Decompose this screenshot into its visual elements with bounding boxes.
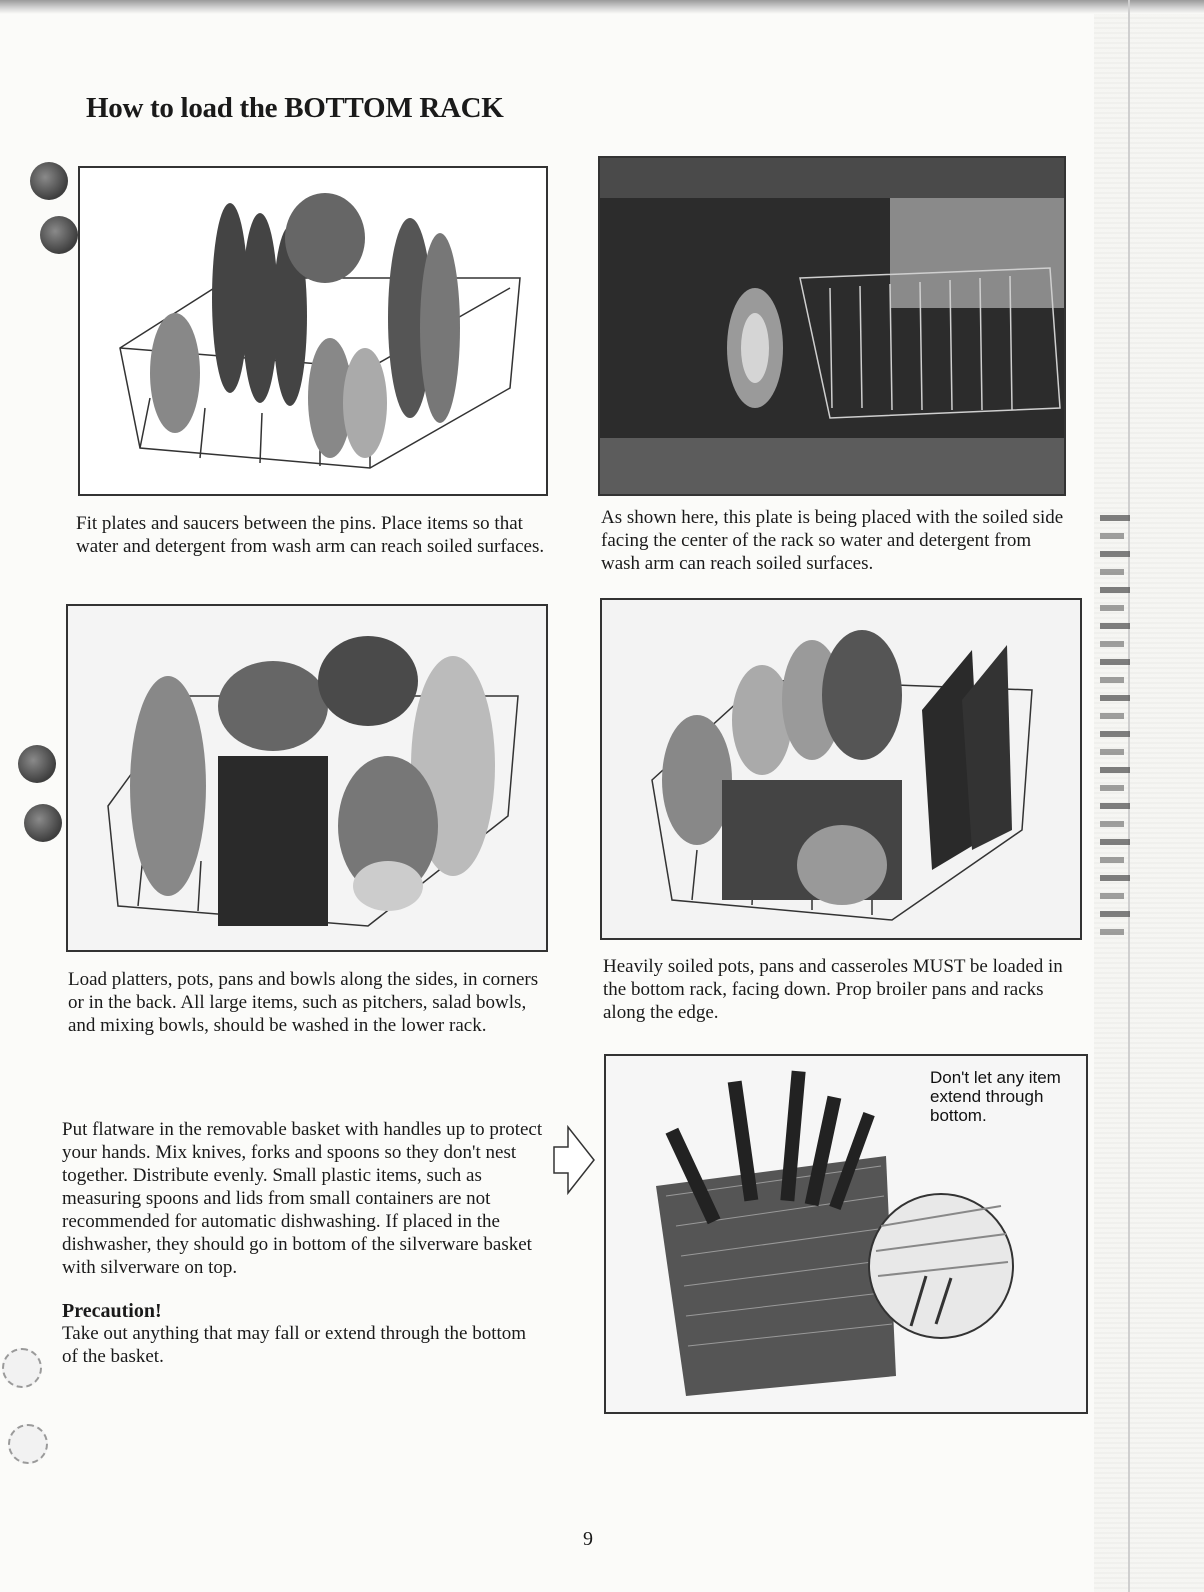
- figure-caption: Fit plates and saucers between the pins. Place items so that water and detergent from wash arm can reach soiled surfaces.: [76, 513, 545, 557]
- photo-platters-pots-bowls: [66, 604, 548, 952]
- figure-caption: Load platters, pots, pans and bowls along the sides, in corners or in the back. All large items, such as pitchers, salad bowls, and mixing bowls, should be washed in the lower rack.: [68, 969, 539, 1036]
- photo-plates-in-rack: [78, 166, 548, 496]
- binder-hole-outline: [8, 1424, 48, 1464]
- precaution-heading: Precaution!: [62, 1300, 162, 1322]
- page-number: 9: [583, 1528, 593, 1550]
- binder-hole: [24, 804, 62, 842]
- photo-plate-placement: [598, 156, 1066, 496]
- flatware-instructions: Put flatware in the removable basket with handles up to protect your hands. Mix knives, forks and spoons so they don't nest together. Distribute evenly. Small plastic items, such as measuring spoons and lids from small containers are not recommended for automatic dishwashing. If placed in the dishwasher, they should go in bottom of the silverware basket with silverware on top.: [62, 1119, 543, 1278]
- page-title: How to load the BOTTOM RACK: [86, 92, 504, 124]
- precaution-text: Take out anything that may fall or extend through the bottom of the basket.: [62, 1323, 527, 1367]
- scan-shadow-top: [0, 0, 1204, 14]
- bleed-through-marks: [1100, 515, 1140, 947]
- photo-soiled-pots: [600, 598, 1082, 940]
- binder-hole: [30, 162, 68, 200]
- binder-hole: [40, 216, 78, 254]
- figure-caption: As shown here, this plate is being placed with the soiled side facing the center of the rack so water and detergent from wash arm can reach soiled surfaces.: [601, 507, 1064, 574]
- pointer-arrow-icon: [552, 1125, 596, 1195]
- binder-hole-outline: [2, 1348, 42, 1388]
- binder-hole: [18, 745, 56, 783]
- figure-caption: Heavily soiled pots, pans and casseroles MUST be loaded in the bottom rack, facing down. Prop broiler pans and racks along the edge.: [603, 956, 1063, 1023]
- basket-callout: Don't let any item extend through bottom.: [930, 1068, 1061, 1125]
